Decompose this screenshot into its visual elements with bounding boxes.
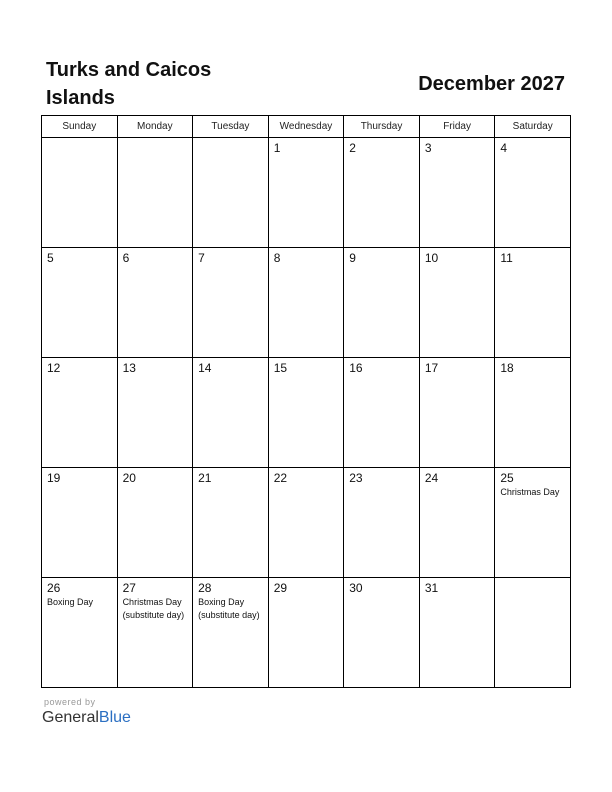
day-number: 5 (47, 251, 54, 265)
weekday-thursday: Thursday (344, 116, 420, 138)
day-cell (344, 248, 420, 358)
day-number: 12 (47, 361, 61, 375)
day-number: 28 (198, 581, 212, 595)
weekday-header-row (42, 116, 571, 138)
day-cell (42, 358, 118, 468)
week-row (42, 248, 571, 358)
empty-day-cell (193, 138, 269, 248)
day-cell (42, 248, 118, 358)
holiday-label: Boxing Day (47, 597, 94, 607)
day-cell (268, 138, 344, 248)
day-number: 18 (500, 361, 514, 375)
day-number: 27 (122, 581, 136, 595)
day-cell (117, 358, 193, 468)
day-cell (495, 358, 571, 468)
day-number: 8 (273, 251, 281, 265)
day-number: 17 (424, 361, 439, 375)
day-number: 6 (122, 251, 130, 265)
empty-day-cell (42, 138, 118, 248)
day-number: 19 (47, 471, 61, 485)
brand-general-text: General (42, 709, 99, 726)
brand-blue-text: Blue (98, 709, 131, 726)
day-cell (344, 138, 420, 248)
day-cell (193, 358, 269, 468)
day-cell (495, 248, 571, 358)
day-cell (42, 468, 118, 578)
week-row (42, 138, 571, 248)
weekday-saturday: Saturday (495, 116, 571, 138)
weekday-friday: Friday (419, 116, 495, 138)
day-number: 7 (198, 251, 205, 265)
day-number: 4 (500, 141, 508, 155)
generalblue-logo (42, 709, 131, 727)
day-number: 26 (47, 581, 61, 595)
day-cell (117, 248, 193, 358)
month-title: December 2027 (418, 73, 565, 95)
day-cell (42, 578, 118, 688)
day-cell (117, 468, 193, 578)
week-row (42, 468, 571, 578)
day-number: 31 (424, 581, 439, 595)
day-number: 9 (349, 251, 356, 265)
day-cell (117, 578, 193, 688)
weekday-tuesday: Tuesday (193, 116, 269, 138)
day-cell (193, 578, 269, 688)
day-cell (419, 578, 495, 688)
day-cell (268, 578, 344, 688)
weekday-sunday: Sunday (42, 116, 118, 138)
day-number: 22 (273, 471, 288, 485)
day-number: 24 (424, 471, 439, 485)
day-number: 11 (500, 251, 513, 265)
day-number: 14 (198, 361, 212, 375)
day-number: 15 (273, 361, 288, 375)
day-cell (344, 358, 420, 468)
day-cell (268, 248, 344, 358)
day-cell (193, 468, 269, 578)
day-cell (268, 358, 344, 468)
week-row (42, 358, 571, 468)
day-number: 1 (273, 141, 281, 155)
day-cell (268, 468, 344, 578)
day-number: 13 (122, 361, 136, 375)
day-cell (419, 468, 495, 578)
week-row (42, 578, 571, 688)
day-cell (419, 138, 495, 248)
day-number: 30 (349, 581, 363, 595)
day-number: 3 (424, 141, 432, 155)
empty-day-cell (117, 138, 193, 248)
day-cell (419, 358, 495, 468)
powered-by-text: powered by (44, 697, 96, 707)
day-cell (344, 578, 420, 688)
day-cell (495, 468, 571, 578)
holiday-label: Christmas Day (substitute day) (122, 597, 185, 620)
footer-branding (42, 697, 131, 727)
day-number: 23 (349, 471, 363, 485)
day-number: 2 (349, 141, 356, 155)
empty-day-cell (495, 578, 571, 688)
day-number: 21 (198, 471, 212, 485)
day-cell (344, 468, 420, 578)
weekday-monday: Monday (117, 116, 193, 138)
day-number: 16 (349, 361, 363, 375)
day-cell (495, 138, 571, 248)
country-title: Turks and Caicos Islands (46, 59, 212, 109)
day-number: 29 (273, 581, 288, 595)
calendar-grid (41, 115, 571, 688)
day-cell (193, 248, 269, 358)
day-number: 20 (122, 471, 136, 485)
weekday-wednesday: Wednesday (268, 116, 344, 138)
holiday-label: Christmas Day (500, 487, 560, 497)
day-number: 25 (500, 471, 514, 485)
day-number: 10 (424, 251, 439, 265)
holiday-label: Boxing Day (substitute day) (198, 597, 260, 620)
day-cell (419, 248, 495, 358)
